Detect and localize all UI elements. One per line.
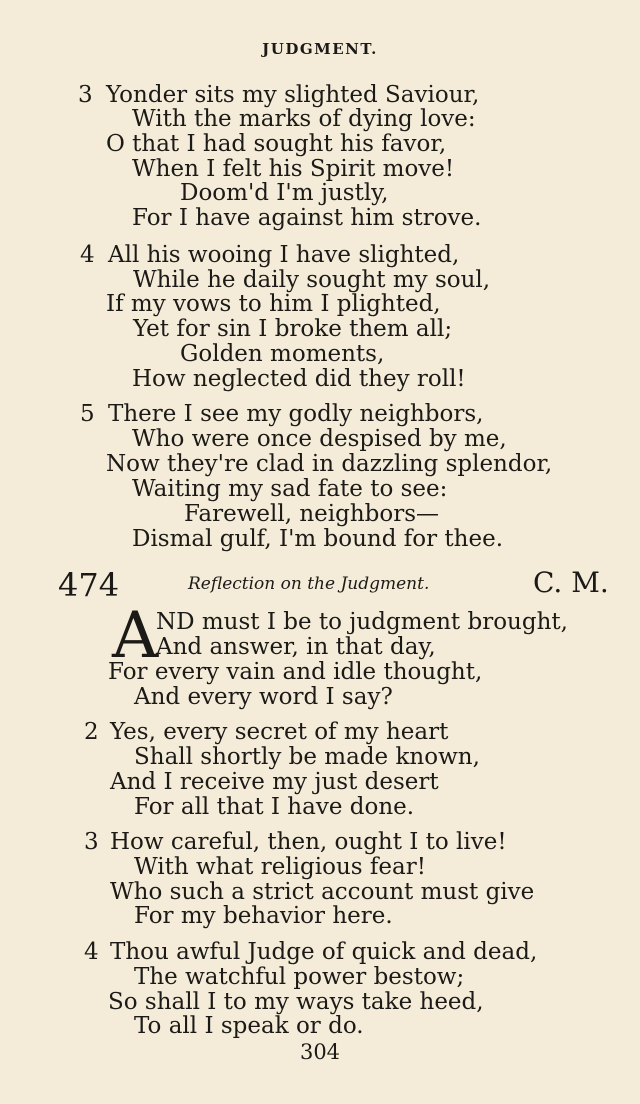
verse-line: And every word I say? — [134, 684, 393, 710]
verse-line: Dismal gulf, I'm bound for thee. — [132, 526, 504, 552]
verse-line: Who were once despised by me, — [132, 426, 507, 452]
verse-line: How neglected did they roll! — [132, 366, 466, 392]
verse-line: To all I speak or do. — [134, 1013, 364, 1039]
verse-line: There I see my godly neighbors, — [108, 401, 484, 427]
verse-line: So shall I to my ways take heed, — [108, 989, 484, 1015]
verse-line: When I felt his Spirit move! — [132, 156, 455, 182]
verse-line: For my behavior here. — [134, 903, 393, 929]
verse-line: With what religious fear! — [134, 854, 426, 880]
stanza-number: 3 — [84, 829, 99, 855]
stanza-number: 5 — [80, 401, 95, 427]
verse-line: Yet for sin I broke them all; — [133, 316, 453, 342]
verse-line: Farewell, neighbors— — [184, 501, 440, 527]
verse-line: Shall shortly be made known, — [134, 744, 480, 770]
hymn-header — [0, 566, 640, 604]
page-number: 304 — [299, 1040, 341, 1064]
verse-line: For all that I have done. — [134, 794, 415, 820]
verse-line: Yes, every secret of my heart — [110, 719, 449, 745]
stanza-number: 2 — [84, 719, 99, 745]
verse-line: For I have against him strove. — [132, 205, 482, 231]
verse-line: With the marks of dying love: — [132, 106, 476, 132]
running-head: JUDGMENT. — [262, 40, 378, 58]
verse-line: If my vows to him I plighted, — [106, 291, 441, 317]
drop-cap: A — [112, 599, 159, 673]
verse-line: For every vain and idle thought, — [108, 659, 483, 685]
verse-line: And answer, in that day, — [156, 634, 436, 660]
stanza-number: 3 — [78, 82, 93, 108]
verse-line: Thou awful Judge of quick and dead, — [110, 939, 538, 965]
verse-line: How careful, then, ought I to live! — [110, 829, 507, 855]
stanza-number: 4 — [84, 939, 99, 965]
verse-line: Now they're clad in dazzling splendor, — [106, 451, 553, 477]
hymn-meter: C. M. — [533, 566, 609, 599]
verse-line: Who such a strict account must give — [110, 879, 535, 905]
hymn-number: 474 — [58, 566, 120, 604]
verse-line: Waiting my sad fate to see: — [132, 476, 448, 502]
verse-line: All his wooing I have slighted, — [108, 242, 460, 268]
verse-line: While he daily sought my soul, — [133, 267, 491, 293]
stanza-number: 4 — [80, 242, 95, 268]
verse-line: Doom'd I'm justly, — [180, 180, 389, 206]
verse-line: Golden moments, — [180, 341, 385, 367]
verse-line: O that I had sought his favor, — [106, 131, 447, 157]
verse-line: The watchful power bestow; — [134, 964, 465, 990]
hymn-title: Reflection on the Judgment. — [188, 574, 430, 594]
verse-line: ND must I be to judgment brought, — [156, 609, 568, 635]
verse-line: And I receive my just desert — [110, 769, 439, 795]
verse-line: Yonder sits my slighted Saviour, — [106, 82, 480, 108]
